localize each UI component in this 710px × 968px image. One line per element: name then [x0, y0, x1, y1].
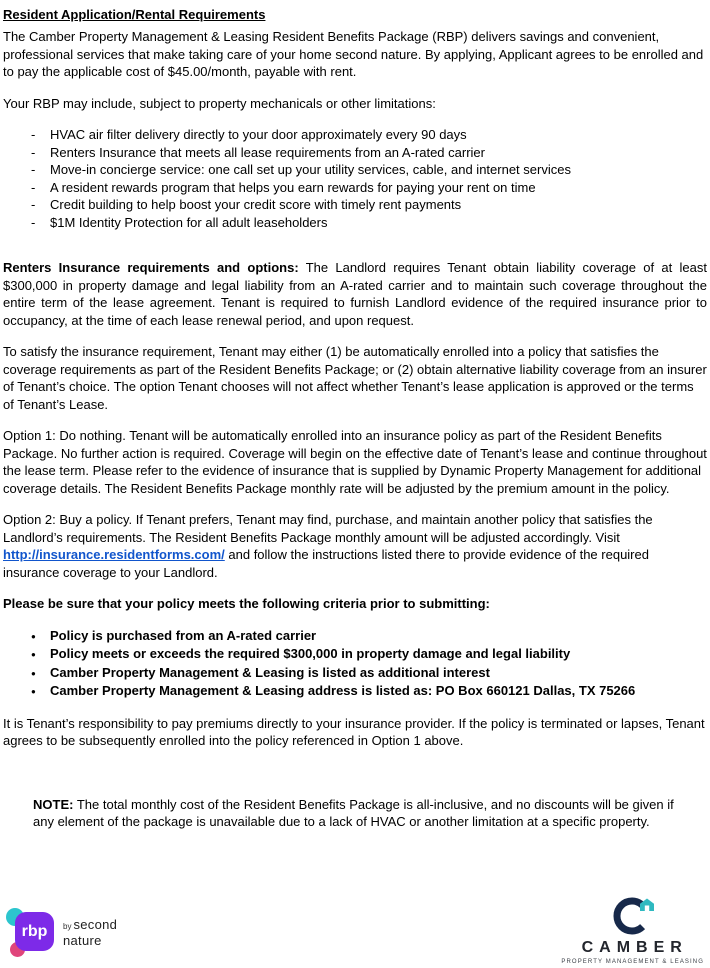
camber-wordmark: CAMBER	[581, 939, 688, 956]
intro-paragraph: The Camber Property Management & Leasing Resident Benefits Package (RBP) delivers savings and convenient, professional services that make taking care of your home second nature. By applying, Applicant agrees to be enrolled and to pay the applicable cost of $45.00/month, payable with rent.	[3, 29, 704, 79]
benefit-list-item-text: Renters Insurance that meets all lease requirements from an A-rated carrier	[50, 144, 485, 160]
dash-marker: -	[31, 144, 36, 160]
criteria-list-item-text: Policy is purchased from an A-rated carrier	[50, 627, 317, 643]
benefit-list-item	[31, 196, 707, 214]
insurance-residentforms-link[interactable]: http://insurance.residentforms.com/	[3, 547, 225, 562]
dash-marker: -	[31, 179, 36, 195]
benefit-list-item	[31, 214, 707, 232]
benefit-list-item-text: A resident rewards program that helps you earn rewards for paying your rent on time	[50, 179, 536, 195]
second-nature-line2: nature	[63, 933, 102, 948]
option2-post-text: and follow the instructions listed there to provide evidence of the required insurance coverage to your Landlord.	[3, 547, 649, 580]
renters-insurance-lead: Renters Insurance requirements and options:	[3, 260, 299, 275]
criteria-list-item	[31, 627, 707, 646]
responsibility-paragraph: It is Tenant’s responsibility to pay premiums directly to your insurance provider. If the policy is terminated or lapses, Tenant agrees to be subsequently enrolled into the policy referenced in Option 1 above.	[3, 715, 705, 748]
rbp-second-nature-logo	[8, 910, 117, 966]
criteria-list-item	[31, 645, 707, 664]
option2-paragraph	[3, 511, 707, 581]
option2-pre-text: Option 2: Buy a policy. If Tenant prefers, Tenant may find, purchase, and maintain another policy that satisfies the Landlord’s requirements. The Resident Benefits Package monthly amount will be adjusted accordingly. Visit	[3, 512, 653, 545]
dash-marker: -	[31, 162, 36, 177]
rbp-benefits-list	[3, 126, 707, 231]
footer	[8, 896, 708, 966]
bullet-marker: ●	[31, 650, 36, 659]
benefit-list-item-text: Credit building to help boost your credit score with timely rent payments	[50, 197, 462, 212]
dash-marker: -	[31, 197, 36, 212]
satisfy-requirement-paragraph: To satisfy the insurance requirement, Tenant may either (1) be automatically enrolled into a policy that satisfies the coverage requirements as part of the Resident Benefits Package; or (2) obtain alternative liability coverage from an insurer of Tenant’s choice. The option Tenant chooses will not affect whether Tenant’s lease application is approved or the terms of Tenant’s Lease.	[3, 344, 707, 412]
document-title: Resident Application/Rental Requirements	[3, 7, 266, 22]
second-nature-by-label: by	[63, 922, 72, 931]
renters-insurance-paragraph	[3, 259, 707, 329]
rbp-wordmark: rbp	[15, 912, 54, 951]
criteria-heading: Please be sure that your policy meets the following criteria prior to submitting:	[3, 596, 490, 611]
criteria-list-item-text: Camber Property Management & Leasing address is listed as: PO Box 660121 Dallas, TX 75266	[50, 683, 636, 698]
rbp-logo-icon	[8, 910, 54, 956]
bullet-marker: ●	[31, 668, 36, 678]
policy-criteria-list	[3, 627, 707, 701]
dash-marker: -	[31, 214, 36, 230]
benefit-list-item	[31, 144, 707, 162]
second-nature-line1: second	[73, 917, 118, 932]
benefit-list-item	[31, 126, 707, 144]
note-body: The total monthly cost of the Resident Benefits Package is all-inclusive, and no discounts will be given if any element of the package is unavailable due to a lack of HVAC or another limitation at a specific property.	[33, 796, 674, 829]
benefit-list-item-text: Move-in concierge service: one call set up your utility services, cable, and internet services	[50, 162, 571, 177]
renters-insurance-body: The Landlord requires Tenant obtain liability coverage of at least $300,000 in property damage and legal liability from an A-rated carrier and to maintain such coverage throughout the entire term of the lease agreement. Tenant is required to furnish Landlord evidence of the required insurance prior to occupancy, at the time of each lease renewal period, and upon request.	[3, 260, 707, 328]
option1-paragraph: Option 1: Do nothing. Tenant will be automatically enrolled into an insurance policy as part of the Resident Benefits Package. No further action is required. Coverage will begin on the effective date of Tenant’s lease and continue throughout the lease term. Please refer to the evidence of insurance that is supplied by Dynamic Property Management for additional coverage details. The Resident Benefits Package monthly rate will be adjusted by the premium amount in the policy.	[3, 428, 707, 496]
criteria-list-item	[31, 664, 707, 683]
criteria-list-item	[31, 682, 707, 701]
note-lead: NOTE:	[33, 796, 74, 812]
benefit-list-item	[31, 161, 707, 179]
second-nature-wordmark	[63, 918, 117, 948]
benefit-list-item-text: $1M Identity Protection for all adult leaseholders	[50, 214, 328, 230]
benefit-list-item-text: HVAC air filter delivery directly to your door approximately every 90 days	[50, 127, 467, 142]
camber-c-house-icon	[611, 896, 655, 936]
note-paragraph	[33, 796, 687, 831]
criteria-list-item-text: Camber Property Management & Leasing is listed as additional interest	[50, 664, 490, 680]
benefit-list-item	[31, 179, 707, 197]
camber-logo	[561, 896, 708, 966]
bullet-marker: ●	[31, 631, 36, 641]
rbp-include-paragraph: Your RBP may include, subject to property mechanicals or other limitations:	[3, 95, 436, 111]
criteria-list-item-text: Policy meets or exceeds the required $300,000 in property damage and legal liability	[50, 646, 571, 661]
bullet-marker: ●	[31, 687, 36, 696]
camber-tagline: PROPERTY MANAGEMENT & LEASING	[561, 959, 704, 965]
dash-marker: -	[31, 127, 36, 142]
